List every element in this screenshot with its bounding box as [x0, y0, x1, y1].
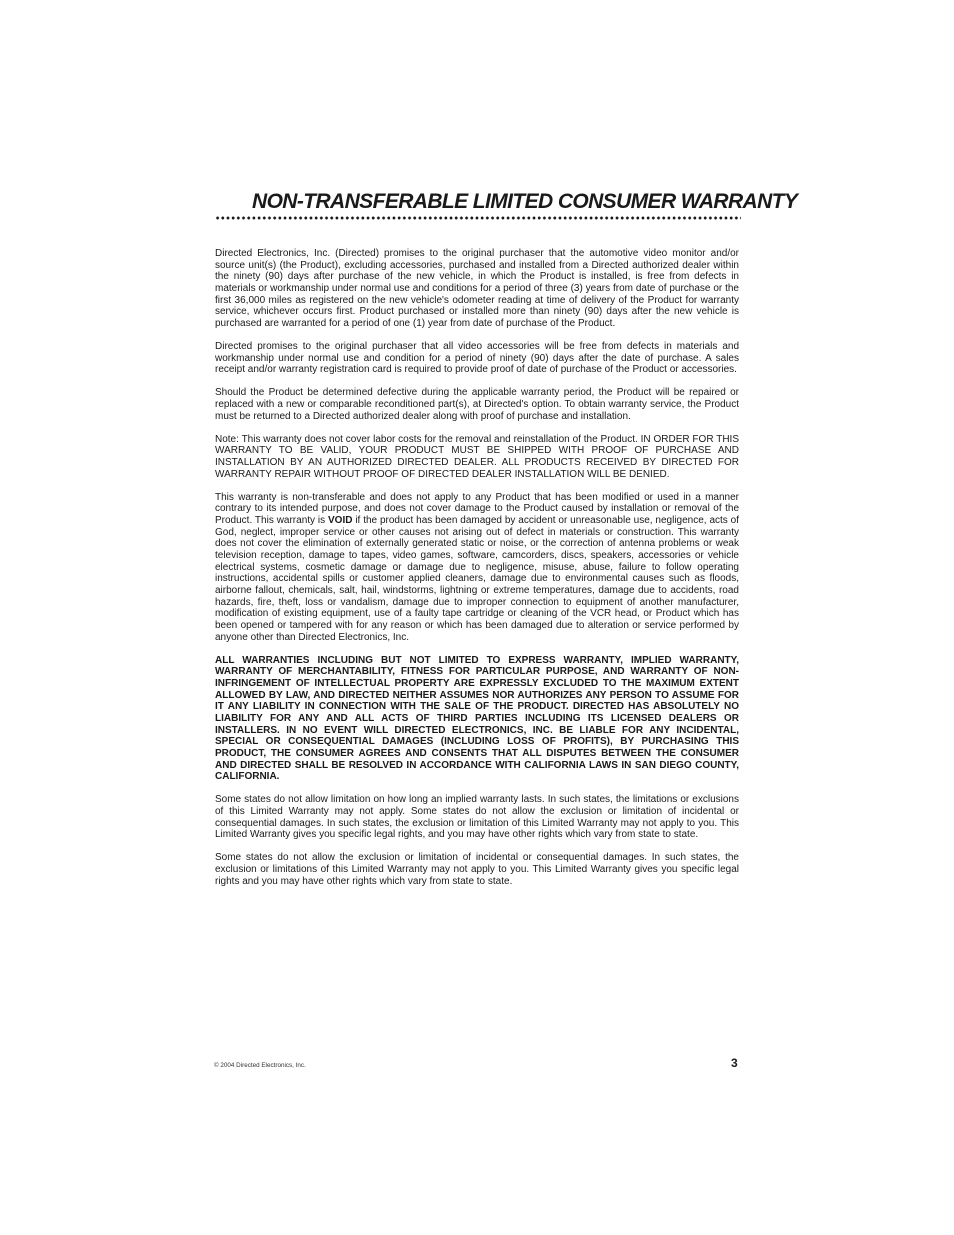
footer-copyright: © 2004 Directed Electronics, Inc. [214, 1062, 306, 1069]
disclaimer-paragraph: ALL WARRANTIES INCLUDING BUT NOT LIMITED TO EXPRESS WARRANTY, IMPLIED WARRANTY, WARRANTY OF MERCHANTABILITY, FITNESS FOR PARTICULAR PURPOSE, AND WARRANTY OF NON-INFRINGEMENT OF INTELLECTUAL PROPERTY ARE EXPRESSLY EXCLUDED TO THE MAXIMUM EXTENT ALLOWED BY LAW, AND DIRECTED NEITHER ASSUMES NOR AUTHORIZES ANY PERSON TO ASSUME FOR IT ANY LIABILITY IN CONNECTION WITH THE SALE OF THE PRODUCT. DIRECTED HAS ABSOLUTELY NO LIABILITY FOR ANY AND ALL ACTS OF THIRD PARTIES INCLUDING ITS LICENSED DEALERS OR INSTALLERS. IN NO EVENT WILL DIRECTED ELECTRONICS, INC. BE LIABLE FOR ANY INCIDENTAL, SPECIAL OR CONSEQUENTIAL DAMAGES (INCLUDING LOSS OF PROFITS), BY PURCHASING THIS PRODUCT, THE CONSUMER AGREES AND CONSENTS THAT ALL DISPUTES BETWEEN THE CONSUMER AND DIRECTED SHALL BE RESOLVED IN ACCORDANCE WITH CALIFORNIA LAWS IN SAN DIEGO COUNTY, CALIFORNIA. [215, 654, 739, 783]
exclusions-text-before: This warranty is non-transferable and does not apply to any Product that has been modified or used in a manner contrary to its intended purpose, and does not cover damage to the Product caused by installation or removal of the Product. This warranty is [215, 491, 739, 527]
page-title: NON-TRANSFERABLE LIMITED CONSUMER WARRANTY [252, 190, 798, 213]
labor-costs-note-paragraph: Note: This warranty does not cover labor costs for the removal and reinstallation of the Product. IN ORDER FOR THIS WARRANTY TO BE VALID, YOUR PRODUCT MUST BE SHIPPED WITH PROOF OF PURCHASE AND INSTALLATION BY AN AUTHORIZED DIRECTED DEALER. ALL PRODUCTS RECEIVED BY DIRECTED FOR WARRANTY REPAIR WITHOUT PROOF OF DIRECTED DEALER INSTALLATION WILL BE DENIED. [215, 433, 739, 480]
warranty-body [215, 248, 739, 899]
state-exclusions-paragraph: Some states do not allow the exclusion or limitation of incidental or consequential damages. In such states, the exclusion or limitations of this Limited Warranty may not apply to you. This Limited Warranty gives you specific legal rights and you may have other rights which vary from state to state. [215, 852, 739, 887]
defect-repair-paragraph: Should the Product be determined defective during the applicable warranty period, the Product will be repaired or replaced with a new or comparable reconditioned part(s), at Directed's option. To obtain warranty service, the Product must be returned to a Directed authorized dealer along with proof of purchase and installation. [215, 387, 739, 422]
page-number: 3 [731, 1056, 738, 1070]
void-emphasis: VOID [328, 515, 353, 527]
state-limitations-paragraph: Some states do not allow limitation on how long an implied warranty lasts. In such states, the limitations or exclusions of this Limited Warranty may not apply. Some states do not allow the exclusion or limitation of incidental or consequential damages. In such states, the exclusion or limitation of this Limited Warranty may not apply to you. This Limited Warranty gives you specific legal rights, and you may have other rights which vary from state to state. [215, 794, 739, 841]
warranty-coverage-paragraph: Directed Electronics, Inc. (Directed) promises to the original purchaser that the automotive video monitor and/or source unit(s) (the Product), excluding accessories, purchased and installed from a Directed authorized dealer within the ninety (90) days after purchase of the new vehicle, in which the Product is installed, is free from defects in materials or workmanship under normal use and conditions for a period of three (3) years from date of purchase or the first 36,000 miles as registered on the new vehicle's odometer reading at time of delivery of the Product for warranty service, whichever occurs first. Product purchased or installed more than ninety (90) days after the new vehicle is purchased are warranted for a period of one (1) year from date of purchase of the Product. [215, 248, 739, 329]
dotted-title-rule [215, 216, 741, 220]
exclusions-paragraph [215, 492, 739, 644]
exclusions-text-after: if the product has been damaged by accident or unreasonable use, negligence, acts of God, neglect, improper service or other causes not arising out of defect in materials or construction. This warranty does not cover the elimination of externally generated static or noise, or the correction of antenna problems or weak television reception, damage to tapes, video games, software, camcorders, discs, speakers, accessories or vehicle electrical systems, cosmetic damage or damage due to negligence, misuse, abuse, failure to follow operating instructions, accidental spills or customer applied cleaners, damage due to environmental causes such as floods, airborne fallout, chemicals, salt, hail, windstorms, lightning or extreme temperatures, damage due to accidents, road hazards, fire, theft, loss or vandalism, damage due to improper connection to equipment of another manufacturer, modification of existing equipment, use of a faulty tape cartridge or cleaning of the VCR head, or Product which has been opened or tampered with for any reason or which has been damaged due to alteration or service performed by anyone other than Directed Electronics, Inc. [215, 515, 739, 643]
accessories-warranty-paragraph: Directed promises to the original purchaser that all video accessories will be free from defects in materials and workmanship under normal use and condition for a period of ninety (90) days after the date of purchase. A sales receipt and/or warranty registration card is required to provide proof of date of purchase of the Product or accessories. [215, 340, 739, 376]
